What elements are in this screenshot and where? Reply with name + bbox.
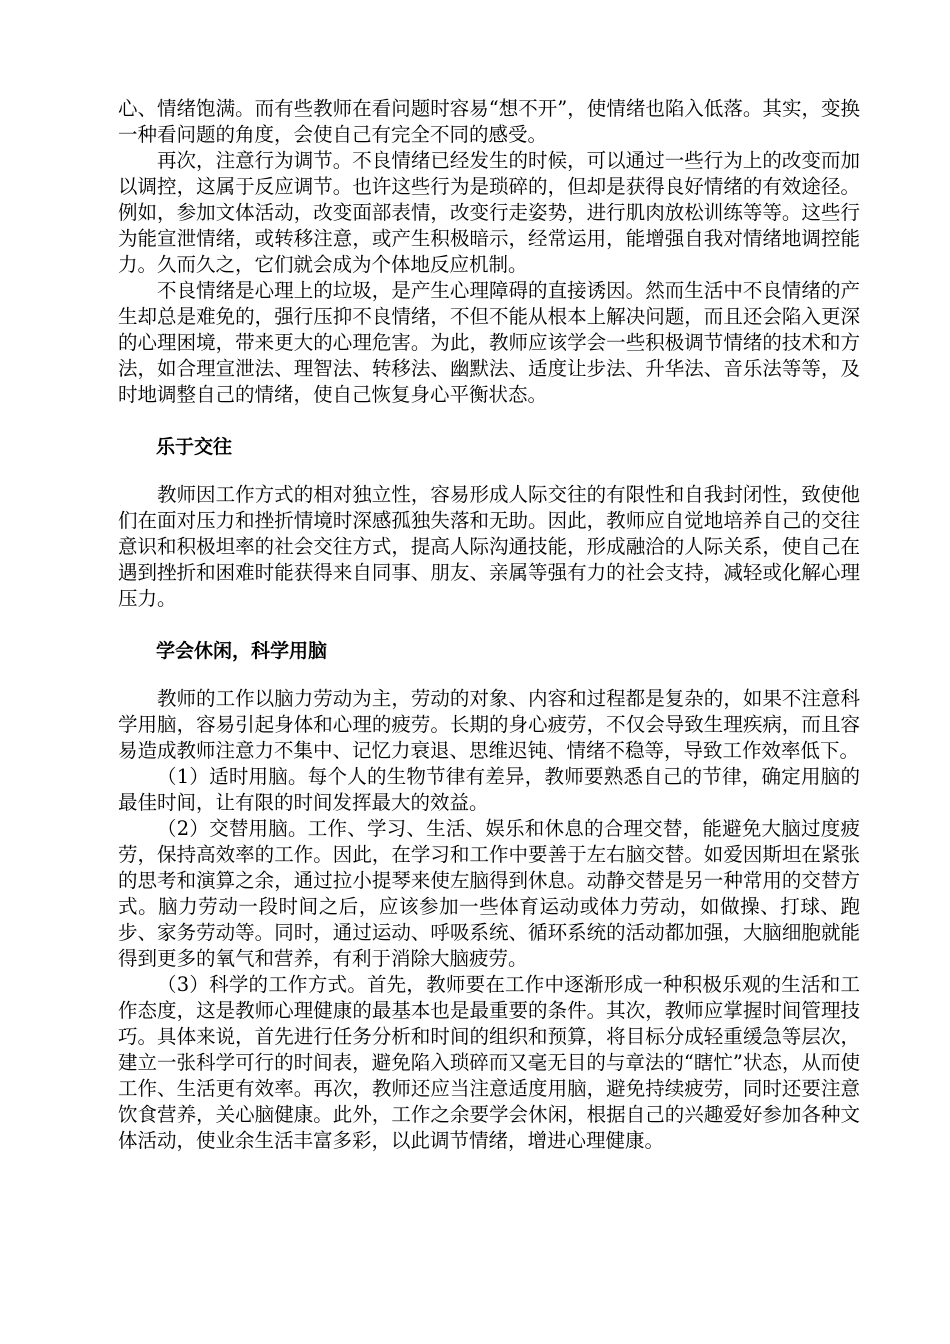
section-heading-rest: 学会休闲，科学用脑 [156, 640, 328, 662]
paragraph-rest-item-3: （3）科学的工作方式。首先，教师要在工作中逐渐形成一种积极乐观的生活和工作态度，这是教师心理健康的最基本也是最重要的条件。其次，教师应掌握时间管理技巧。具体来说，首先进行任务分析和时间的组织和预算，将目标分成轻重缓急等层次，建立一张科学可行的时间表，避免陷入琐碎而又毫无目的与章法的“瞎忙”状态，从而使工作、生活更有效率。再次，教师还应当注意适度用脑，避免持续疲劳，同时还要注意饮食营养，关心脑健康。此外，工作之余要学会休闲，根据自己的兴趣爱好参加各种文体活动，使业余生活丰富多彩，以此调节情绪，增进心理健康。 [118, 973, 860, 1152]
paragraph-rest-item-1: （1）适时用脑。每个人的生物节律有差异，教师要熟悉自己的节律，确定用脑的最佳时间，让有限的时间发挥最大的效益。 [118, 765, 860, 814]
document-page [118, 96, 860, 1154]
spacer [118, 408, 860, 434]
section-heading-social: 乐于交往 [156, 436, 233, 458]
paragraph-continued: 心、情绪饱满。而有些教师在看问题时容易“想不开”，使情绪也陷入低落。其实，变换一种看问题的角度，会使自己有完全不同的感受。 [118, 97, 860, 146]
spacer [118, 460, 860, 482]
paragraph-rest-intro: 教师的工作以脑力劳动为主，劳动的对象、内容和过程都是复杂的，如果不注意科学用脑，容易引起身体和心理的疲劳。长期的身心疲劳，不仅会导致生理疾病，而且容易造成教师注意力不集中、记忆力衰退、思维迟钝、情绪不稳等，导致工作效率低下。 [118, 687, 860, 762]
paragraph-social: 教师因工作方式的相对独立性，容易形成人际交往的有限性和自我封闭性，致使他们在面对压力和挫折情境时深感孤独失落和无助。因此，教师应自觉地培养自己的交往意识和积极坦率的社会交往方式，提高人际沟通技能，形成融洽的人际关系，使自己在遇到挫折和困难时能获得来自同事、朋友、亲属等强有力的社会支持，减轻或化解心理压力。 [118, 483, 860, 610]
paragraph-rest-item-2: （2）交替用脑。工作、学习、生活、娱乐和休息的合理交替，能避免大脑过度疲劳，保持高效率的工作。因此，在学习和工作中要善于左右脑交替。如爱因斯坦在紧张的思考和演算之余，通过拉小提琴来使左脑得到休息。动静交替是另一种常用的交替方式。脑力劳动一段时间之后，应该参加一些体育运动或体力劳动，如做操、打球、跑步、家务劳动等。同时，通过运动、呼吸系统、循环系统的活动都加强，大脑细胞就能得到更多的氧气和营养，有利于消除大脑疲劳。 [118, 817, 860, 970]
paragraph-negative-emotions: 不良情绪是心理上的垃圾，是产生心理障碍的直接诱因。然而生活中不良情绪的产生却总是难免的，强行压抑不良情绪，不但不能从根本上解决问题，而且还会陷入更深的心理困境，带来更大的心理危害。为此，教师应该学会一些积极调节情绪的技术和方法，如合理宣泄法、理智法、转移法、幽默法、适度让步法、升华法、音乐法等等，及时地调整自己的情绪，使自己恢复身心平衡状态。 [118, 279, 860, 406]
paragraph-behavior-regulation: 再次，注意行为调节。不良情绪已经发生的时候，可以通过一些行为上的改变而加以调控，这属于反应调节。也许这些行为是琐碎的，但却是获得良好情绪的有效途径。例如，参加文体活动，改变面部表情，改变行走姿势，进行肌肉放松训练等等。这些行为能宣泄情绪，或转移注意，或产生积极暗示，经常运用，能增强自我对情绪地调控能力。久而久之，它们就会成为个体地反应机制。 [118, 149, 860, 276]
spacer [118, 612, 860, 638]
spacer [118, 664, 860, 686]
